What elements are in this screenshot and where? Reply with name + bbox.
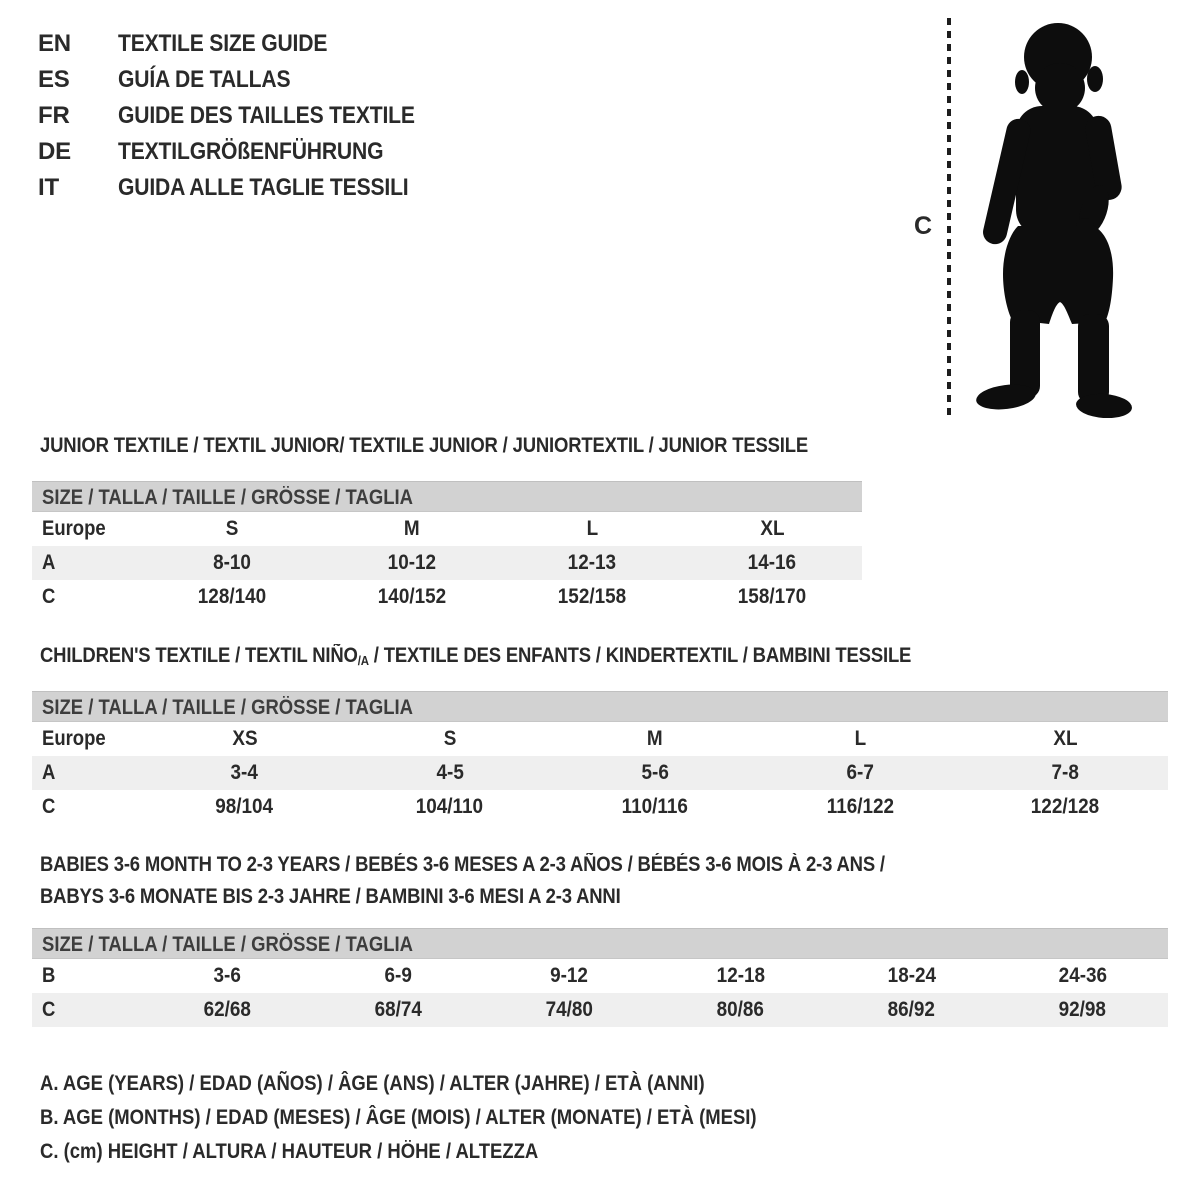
- table-row-europe: Europe S M L XL: [32, 512, 862, 546]
- legend-line-b: B. AGE (MONTHS) / EDAD (MESES) / ÂGE (MOIS) / ALTER (MONATE) / ETÀ (MESI): [40, 1106, 757, 1129]
- table-row-height-cm: C 128/140 140/152 152/158 158/170: [32, 580, 862, 614]
- table-row-height-cm: C 98/104 104/110 110/116 116/122 122/128: [32, 790, 1168, 824]
- size-header-bar: SIZE / TALLA / TAILLE / GRÖSSE / TAGLIA: [32, 691, 1168, 722]
- table-row-age-years: A 3-4 4-5 5-6 6-7 7-8: [32, 756, 1168, 790]
- row-label: C: [42, 998, 56, 1021]
- language-title: TEXTILE SIZE GUIDE: [118, 30, 328, 57]
- language-title: GUIDE DES TAILLES TEXTILE: [118, 102, 415, 129]
- babies-section-title-line1: BABIES 3-6 MONTH TO 2-3 YEARS / BEBÉS 3-6 MESES A 2-3 AÑOS / BÉBÉS 3-6 MOIS À 2-3 ANS /: [40, 853, 885, 876]
- language-title-list: [38, 26, 455, 206]
- babies-size-table: [32, 928, 1168, 1027]
- language-row-fr: [38, 98, 455, 134]
- row-label: C: [42, 795, 56, 818]
- language-title: GUIDA ALLE TAGLIE TESSILI: [118, 174, 409, 201]
- height-measure-dashed-line: [947, 18, 951, 418]
- language-code: ES: [38, 66, 70, 93]
- row-label: A: [42, 761, 56, 784]
- row-label: A: [42, 551, 56, 574]
- legend-line-c: C. (cm) HEIGHT / ALTURA / HAUTEUR / HÖHE / ALTEZZA: [40, 1140, 539, 1163]
- language-title: TEXTILGRÖßENFÜHRUNG: [118, 138, 384, 165]
- language-row-de: [38, 134, 455, 170]
- language-title: GUÍA DE TALLAS: [118, 66, 291, 93]
- language-code: EN: [38, 30, 71, 57]
- language-code: DE: [38, 138, 71, 165]
- language-row-en: [38, 26, 455, 62]
- table-row-europe: Europe XS S M L XL: [32, 722, 1168, 756]
- language-row-es: [38, 62, 455, 98]
- language-code: IT: [38, 174, 59, 201]
- row-label: Europe: [42, 727, 106, 750]
- legend-line-a: A. AGE (YEARS) / EDAD (AÑOS) / ÂGE (ANS) / ALTER (JAHRE) / ETÀ (ANNI): [40, 1072, 705, 1095]
- row-label: Europe: [42, 517, 106, 540]
- junior-section-title: JUNIOR TEXTILE / TEXTIL JUNIOR/ TEXTILE JUNIOR / JUNIORTEXTIL / JUNIOR TESSILE: [40, 434, 809, 457]
- language-row-it: [38, 170, 455, 206]
- table-row-height-cm: C 62/68 68/74 74/80 80/86 86/92 92/98: [32, 993, 1168, 1027]
- language-code: FR: [38, 102, 70, 129]
- table-row-age-months: B 3-6 6-9 9-12 12-18 18-24 24-36: [32, 959, 1168, 993]
- babies-section-title-line2: BABYS 3-6 MONATE BIS 2-3 JAHRE / BAMBINI 3-6 MESI A 2-3 ANNI: [40, 885, 621, 908]
- children-size-table: [32, 691, 1168, 824]
- row-label: B: [42, 964, 56, 987]
- height-measure-label: C: [914, 212, 933, 240]
- children-section-title: CHILDREN'S TEXTILE / TEXTIL NIÑO/A / TEXTILE DES ENFANTS / KINDERTEXTIL / BAMBINI TESSILE: [40, 644, 912, 668]
- junior-size-table: [32, 481, 862, 614]
- size-header-bar: SIZE / TALLA / TAILLE / GRÖSSE / TAGLIA: [32, 481, 862, 512]
- size-header-bar: SIZE / TALLA / TAILLE / GRÖSSE / TAGLIA: [32, 928, 1168, 959]
- table-row-age-years: A 8-10 10-12 12-13 14-16: [32, 546, 862, 580]
- row-label: C: [42, 585, 56, 608]
- title-subscript: /A: [357, 653, 369, 668]
- toddler-silhouette-icon: [966, 14, 1134, 418]
